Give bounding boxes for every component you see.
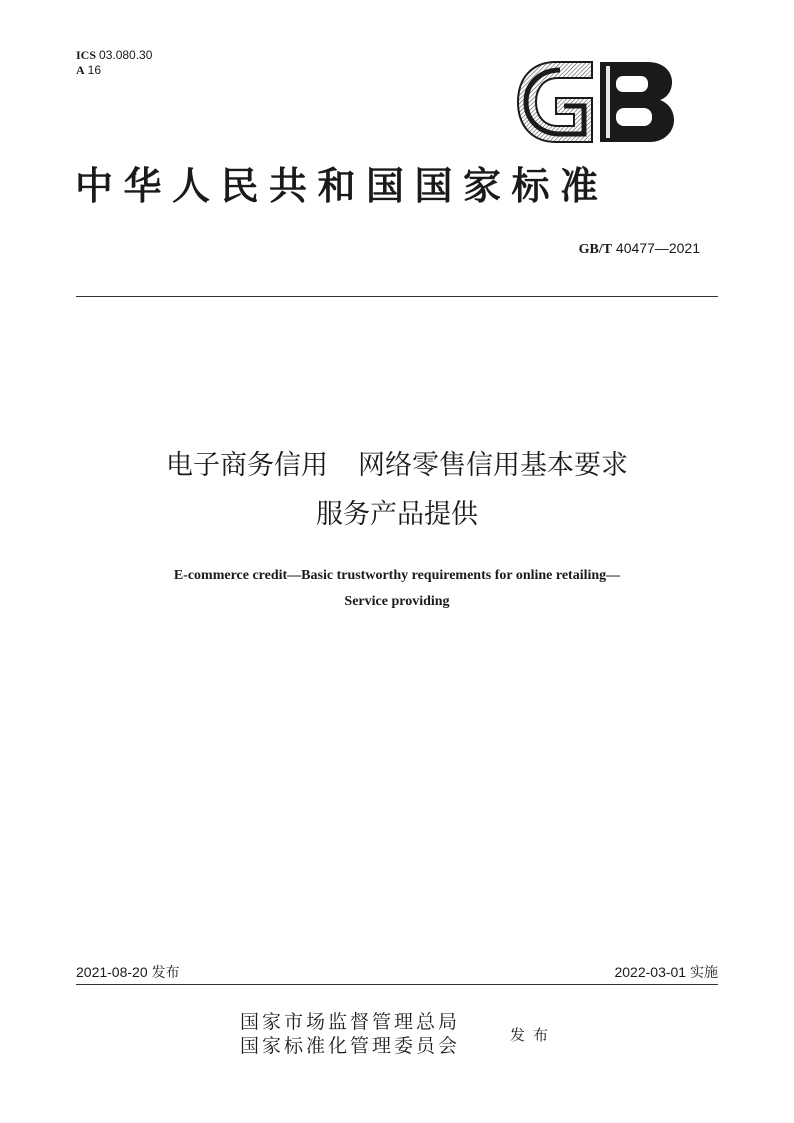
standard-prefix: GB/T	[578, 242, 613, 257]
ccs-code: 16	[87, 63, 102, 77]
issuing-authorities	[240, 1010, 460, 1058]
standard-number	[579, 240, 700, 258]
standard-number-value: 40477—2021	[615, 240, 700, 256]
issuer-line2: 国家标准化管理委员会	[240, 1035, 461, 1057]
title-en-line1: E-commerce credit—Basic trustworthy requirements for online retailing—	[173, 568, 621, 583]
ccs-label: A	[76, 63, 85, 77]
classification-codes	[76, 48, 152, 78]
title-cn-part2: 网络零售信用基本要求	[358, 450, 628, 481]
publish-label: 发布	[510, 1026, 557, 1044]
ics-code: 03.080.30	[99, 48, 153, 62]
issue-date: 2021-08-20 发布	[76, 964, 180, 980]
top-divider	[76, 296, 718, 297]
title-cn-line1	[0, 446, 794, 486]
title-en-line2: Service providing	[344, 594, 450, 609]
title-cn-part1: 电子商务信用	[166, 450, 328, 481]
ccs-line	[76, 63, 152, 78]
national-standard-title: 中华人民共和国国家标准	[75, 163, 609, 208]
issuer-line1: 国家市场监督管理总局	[240, 1011, 461, 1033]
gb-logo-icon	[516, 60, 676, 144]
implementation-date: 2022-03-01 实施	[614, 964, 718, 980]
ics-label: ICS	[76, 48, 97, 62]
title-cn-line2: 服务产品提供	[316, 499, 478, 530]
bottom-divider	[76, 984, 718, 985]
ics-line	[76, 48, 152, 63]
